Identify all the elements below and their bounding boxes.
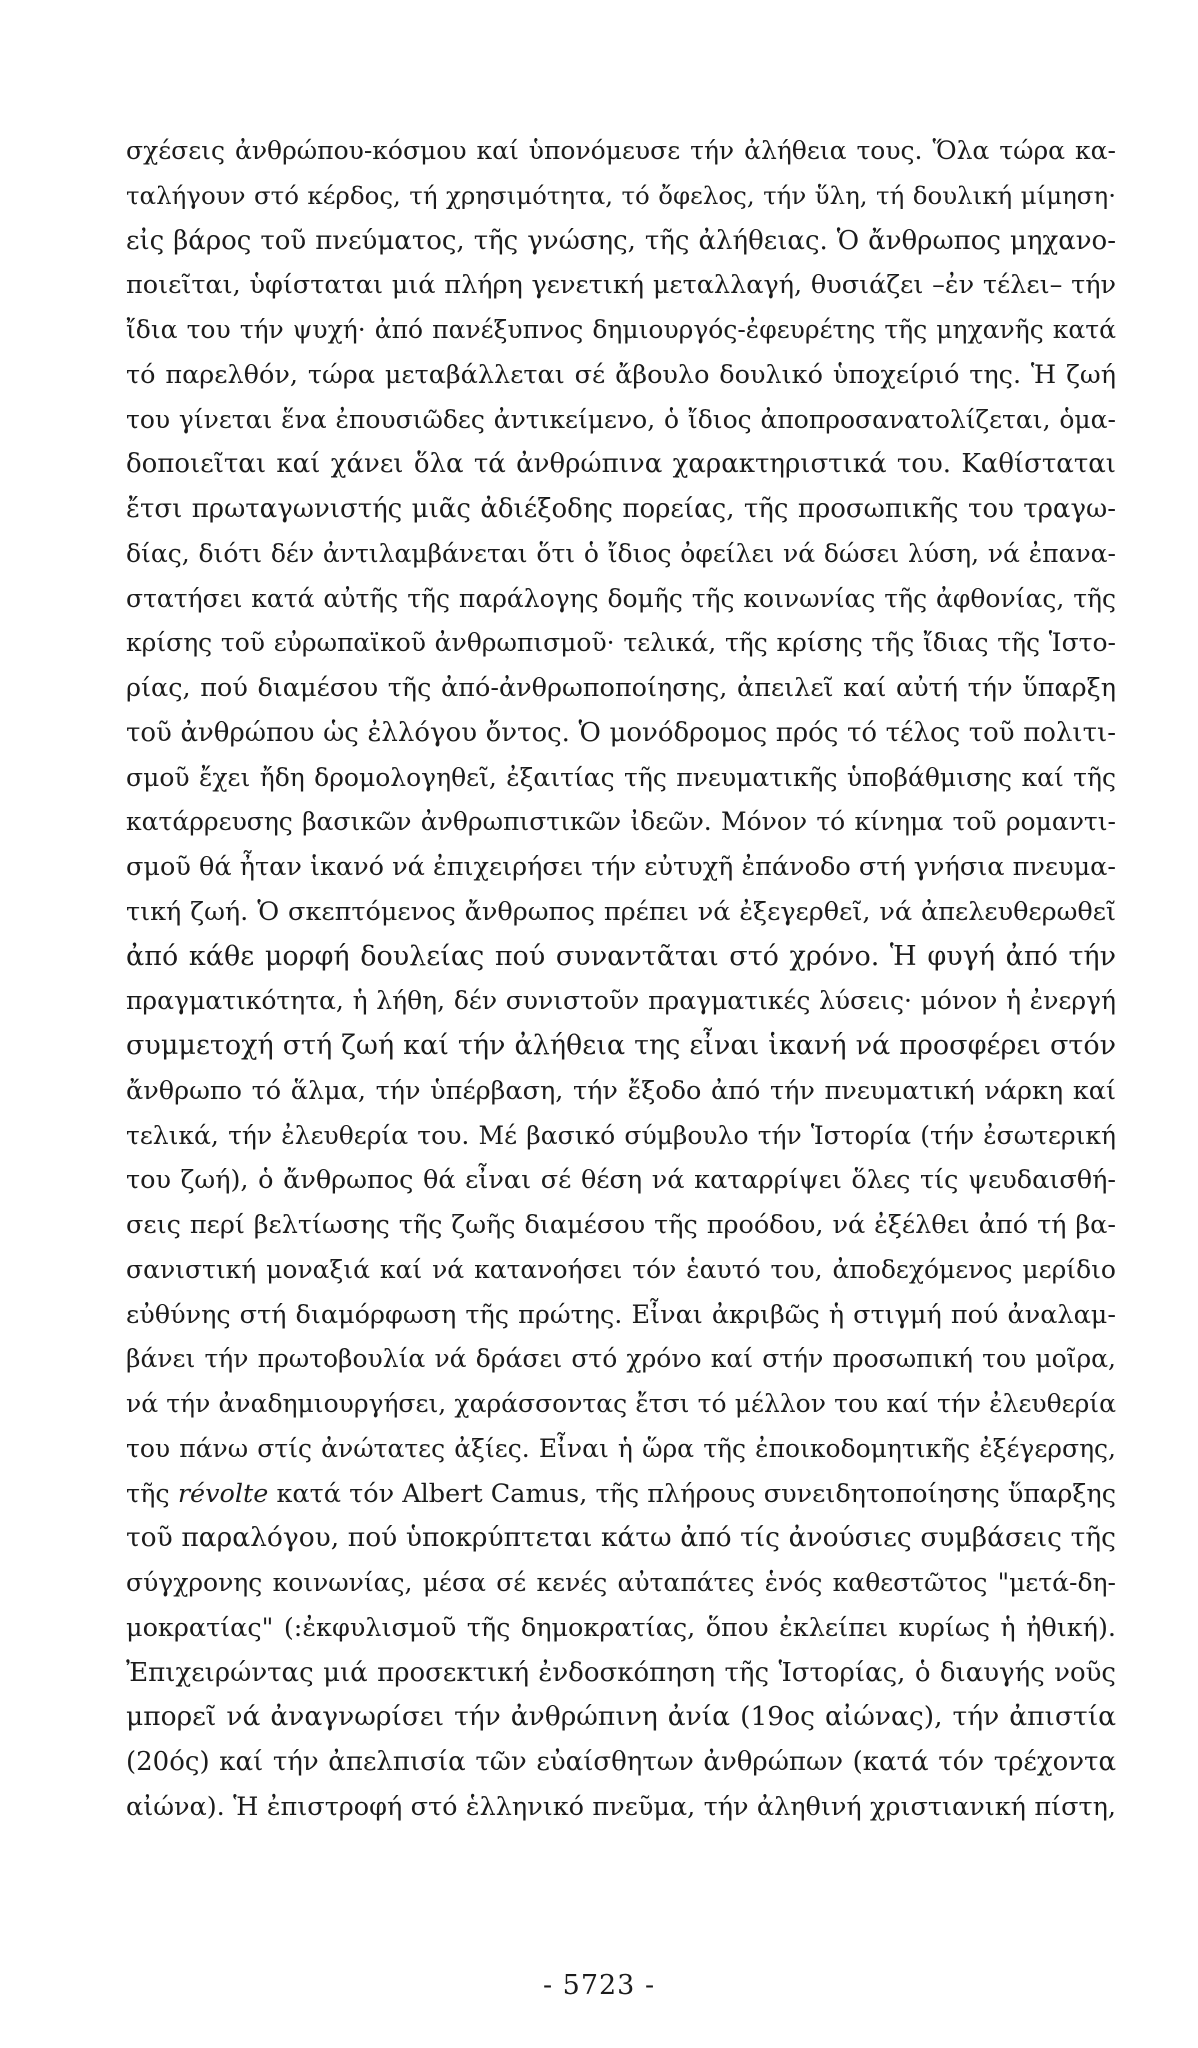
text-line: εἰς βάρος τοῦ πνεύματος, τῆς γνώσης, τῆς ἀλήθειας. Ὁ ἄνθρωπος μηχανο-	[126, 225, 1116, 256]
text-line: συμμετοχή στή ζωή καί τήν ἀλήθεια της εἶναι ἱκανή νά προσφέρει στόν	[126, 1030, 1116, 1061]
text-line: τῆς révolte κατά τόν Albert Camus, τῆς πλήρους συνειδητοποίησης ὕπαρξης	[126, 1478, 1116, 1509]
text-line: τελικά, τήν ἐλευθερία του. Μέ βασικό σύμβουλο τήν Ἱστορία (τήν ἐσωτερική	[126, 1120, 1116, 1150]
text-line: κρίσης τοῦ εὐρωπαϊκοῦ ἀνθρωπισμοῦ· τελικά, τῆς κρίσης τῆς ἴδιας τῆς Ἱστο-	[126, 628, 1116, 658]
text-line: του πάνω στίς ἀνώτατες ἀξίες. Εἶναι ἡ ὥρα τῆς ἐποικοδομητικῆς ἐξέγερσης,	[126, 1433, 1116, 1463]
text-line: μοκρατίας" (:ἐκφυλισμοῦ τῆς δημοκρατίας, ὅπου ἐκλείπει κυρίως ἡ ἠθική).	[126, 1612, 1116, 1643]
text-line: σανιστική μοναξιά καί νά κατανοήσει τόν ἑαυτό του, ἀποδεχόμενος μερίδιο	[126, 1254, 1116, 1284]
text-line: σχέσεις ἀνθρώπου-κόσμου καί ὑπονόμευσε τήν ἀλήθεια τους. Ὅλα τώρα κα-	[126, 136, 1116, 165]
page-number: - 5723 -	[542, 1970, 656, 2001]
text-line: ἔτσι πρωταγωνιστής μιᾶς ἀδιέξοδης πορείας, τῆς προσωπικῆς του τραγω-	[126, 494, 1116, 524]
text-line: σμοῦ ἔχει ἤδη δρομολογηθεῖ, ἐξαιτίας τῆς πνευματικῆς ὑποβάθμισης καί τῆς	[126, 762, 1116, 792]
text-line: τοῦ παραλόγου, πού ὑποκρύπτεται κάτω ἀπό τίς ἀνούσιες συμβάσεις τῆς	[126, 1522, 1116, 1554]
text-line: του ζωή), ὁ ἄνθρωπος θά εἶναι σέ θέση νά καταρρίψει ὅλες τίς ψευδαισθή-	[126, 1165, 1116, 1196]
text-line: αἰώνα). Ἡ ἐπιστροφή στό ἑλληνικό πνεῦμα, τήν ἀληθινή χριστιανική πίστη,	[126, 1791, 1116, 1822]
text-line: (20ός) καί τήν ἀπελπισία τῶν εὐαίσθητων ἀνθρώπων (κατά τόν τρέχοντα	[126, 1747, 1116, 1777]
text-line: σύγχρονης κοινωνίας, μέσα σέ κενές αὐταπάτες ἑνός καθεστῶτος "μετά-δη-	[126, 1568, 1116, 1597]
text-line: ἄνθρωπο τό ἅλμα, τήν ὑπέρβαση, τήν ἔξοδο ἀπό τήν πνευματική νάρκη καί	[126, 1075, 1116, 1106]
text-line: ταλήγουν στό κέρδος, τή χρησιμότητα, τό ὄφελος, τήν ὕλη, τή δουλική μίμηση·	[126, 180, 1116, 210]
text-line: του γίνεται ἕνα ἐπουσιῶδες ἀντικείμενο, ὁ ἴδιος ἀποπροσανατολίζεται, ὁμα-	[126, 404, 1116, 434]
text-line: δίας, διότι δέν ἀντιλαμβάνεται ὅτι ὁ ἴδιος ὀφείλει νά δώσει λύση, νά ἐπανα-	[126, 538, 1116, 568]
text-line: Ἐπιχειρώντας μιά προσεκτική ἐνδοσκόπηση τῆς Ἱστορίας, ὁ διαυγής νοῦς	[126, 1657, 1116, 1688]
text-line: τό παρελθόν, τώρα μεταβάλλεται σέ ἄβουλο δουλικό ὑποχείριό της. Ἡ ζωή	[126, 359, 1116, 390]
text-line: ἴδια του τήν ψυχή· ἀπό πανέξυπνος δημιουργός-ἐφευρέτης τῆς μηχανῆς κατά	[126, 315, 1116, 344]
text-line: κατάρρευσης βασικῶν ἀνθρωπιστικῶν ἰδεῶν. Μόνον τό κίνημα τοῦ ρομαντι-	[126, 807, 1116, 837]
text-line: εὐθύνης στή διαμόρφωση τῆς πρώτης. Εἶναι ἀκριβῶς ἡ στιγμή πού ἀναλαμ-	[126, 1299, 1116, 1330]
text-line: ποιεῖται, ὑφίσταται μιά πλήρη γενετική μεταλλαγή, θυσιάζει –ἐν τέλει– τήν	[126, 270, 1116, 301]
text-line: βάνει τήν πρωτοβουλία νά δράσει στό χρόνο καί στήν προσωπική του μοῖρα,	[126, 1344, 1116, 1374]
text-line: δοποιεῖται καί χάνει ὅλα τά ἀνθρώπινα χαρακτηριστικά του. Καθίσταται	[126, 449, 1116, 480]
text-line: πραγματικότητα, ἡ λήθη, δέν συνιστοῦν πραγματικές λύσεις· μόνον ἡ ἐνεργή	[126, 986, 1116, 1016]
text-line: ἀπό κάθε μορφή δουλείας πού συναντᾶται στό χρόνο. Ἡ φυγή ἀπό τήν	[126, 940, 1116, 972]
italic-term: révolte	[177, 1478, 269, 1509]
text-line: σμοῦ θά ἦταν ἱκανό νά ἐπιχειρήσει τήν εὐτυχῆ ἐπάνοδο στή γνήσια πνευμα-	[126, 852, 1116, 882]
text-line: ρίας, πού διαμέσου τῆς ἀπό-ἀνθρωποποίησης, ἀπειλεῖ καί αὐτή τήν ὕπαρξη	[126, 673, 1116, 703]
text-line: σεις περί βελτίωσης τῆς ζωῆς διαμέσου τῆς προόδου, νά ἐξέλθει ἀπό τή βα-	[126, 1210, 1116, 1240]
text-line: στατήσει κατά αὐτῆς τῆς παράλογης δομῆς τῆς κοινωνίας τῆς ἀφθονίας, τῆς	[126, 583, 1116, 613]
body-text	[126, 129, 1116, 1830]
text-line: μπορεῖ νά ἀναγνωρίσει τήν ἀνθρώπινη ἀνία (19ος αἰώνας), τήν ἀπιστία	[126, 1701, 1116, 1733]
text-line: νά τήν ἀναδημιουργήσει, χαράσσοντας ἔτσι τό μέλλον του καί τήν ἐλευθερία	[126, 1389, 1116, 1418]
text-line: τική ζωή. Ὁ σκεπτόμενος ἄνθρωπος πρέπει νά ἐξεγερθεῖ, νά ἀπελευθερωθεῖ	[126, 896, 1116, 927]
text-line: τοῦ ἀνθρώπου ὡς ἐλλόγου ὄντος. Ὁ μονόδρομος πρός τό τέλος τοῦ πολιτι-	[126, 717, 1116, 748]
